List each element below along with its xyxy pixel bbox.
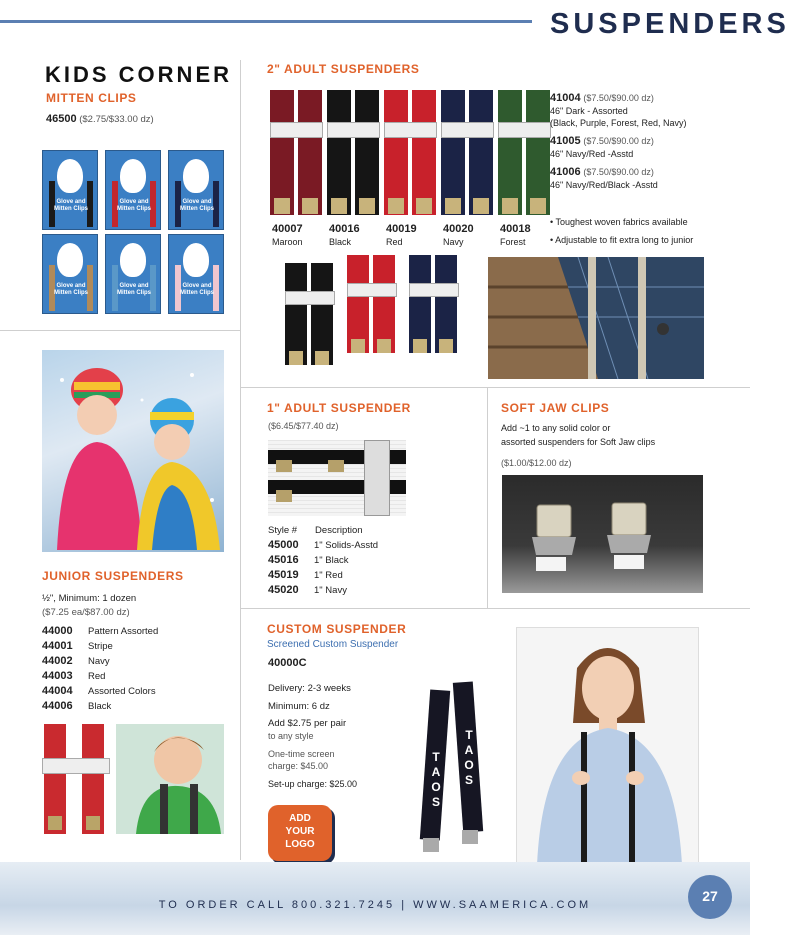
swatch-strap [298,90,322,215]
swatch-strap [498,90,522,215]
custom-subheading: Screened Custom Suspender [267,639,399,650]
trio-strap [285,263,307,365]
swatch-strap [355,90,379,215]
swatch-name: Forest [500,237,526,247]
list-item [42,624,232,639]
snowman-icon [183,159,209,193]
item-code: 44000 [42,625,73,637]
bullet-text: Adjustable to fit extra long to junior [555,235,694,245]
woman-photo [516,627,699,864]
suspender-swatch [441,90,494,215]
swatch-item [270,90,325,250]
suspender-swatch [327,90,380,215]
offer-desc: 46" Navy/Red/Black -Asstd [550,180,658,190]
header-rule [0,20,532,23]
swatch-clip [359,198,375,214]
trio-clip [289,351,303,365]
swatch-code: 40020 [443,223,474,235]
swatch-tag [498,122,551,138]
swatch-item [384,90,439,250]
item-desc: Assorted Colors [88,686,156,697]
divider [240,387,750,388]
item-code: 45019 [268,569,299,581]
mitten-card-label: Glove and Mitten Clips [117,199,151,212]
item-code: 45016 [268,554,299,566]
adult2-offers [550,92,750,197]
offer [550,135,750,160]
item-code: 44002 [42,655,73,667]
offer-price: ($7.50/$90.00 dz) [583,136,654,146]
swatch-strap [412,90,436,215]
list-item [268,568,468,583]
swatch-clip [416,198,432,214]
page-title: SUSPENDERS [550,8,790,40]
divider [240,60,241,860]
adult1-tag [364,440,390,516]
item-desc: Navy [88,656,110,667]
mitten-heading: MITTEN CLIPS [46,91,137,105]
mitten-card [105,234,161,314]
swatch-strap [526,90,550,215]
offer-code: 41004 [550,92,581,104]
item-code: 45020 [268,584,299,596]
trio-suspender [285,263,335,365]
item-desc: 1" Solids-Asstd [314,540,379,551]
mitten-card [105,150,161,230]
adult1-clip [276,460,292,472]
offer-code: 41005 [550,135,581,147]
swatch-item [327,90,382,250]
bullet-icon: • [550,235,556,245]
snowman-icon [183,243,209,277]
list-item [42,684,232,699]
swatch-clip [502,198,518,214]
swatch-tag [441,122,494,138]
mitten-clip-cards [42,150,224,316]
swatch-clip [331,198,347,214]
junior-price: ($7.25 ea/$87.00 dz) [42,607,130,618]
item-code: 44004 [42,685,73,697]
item-desc: 1" Black [314,555,349,566]
swatch-name: Navy [443,237,464,247]
custom-clip [423,838,439,852]
adult1-suspender-photo [268,440,406,516]
trio-suspender [347,255,397,353]
swatch-strap [270,90,294,215]
mitten-card-label: Glove and Mitten Clips [180,199,214,212]
list-item [42,639,232,654]
swatch-code: 40007 [272,223,303,235]
swatch-clip [473,198,489,214]
trio-strap [311,263,333,365]
offer-desc: 46" Dark - Assorted [550,106,628,116]
trio-clip [315,351,329,365]
custom-strap-text: TAOS [464,728,474,787]
list-item [268,583,468,598]
divider [0,330,240,331]
offer-price: ($7.50/$90.00 dz) [583,167,654,177]
offer [550,166,750,191]
junior-clip [48,816,62,830]
item-code: 44001 [42,640,73,652]
list-item [42,669,232,684]
mitten-card [168,150,224,230]
mitten-offer [46,113,154,125]
snowman-icon [120,159,146,193]
swatch-tag [270,122,323,138]
adult2-trio-photo [285,255,465,367]
snowman-icon [57,159,83,193]
order-line: TO ORDER CALL 800.321.7245 | WWW.SAAMERICA.COM [158,899,592,911]
item-desc: 1" Navy [314,585,347,596]
swatch-tag [384,122,437,138]
junior-spec: ½", Minimum: 1 dozen [42,593,137,604]
badge-line: ADD [289,813,311,824]
custom-delivery: Delivery: 2-3 weeks [268,683,351,694]
swatch-code: 40018 [500,223,531,235]
divider [487,388,488,608]
bullet-item [550,213,750,231]
swatch-name: Red [386,237,403,247]
page-number: 27 [702,888,718,904]
swatch-strap [441,90,465,215]
softjaw-clips-photo [502,475,703,593]
item-desc: Red [88,671,106,682]
swatch-clip [445,198,461,214]
swatch-item [441,90,496,250]
custom-code: 40000C [268,657,307,669]
adult1-heading: 1" ADULT SUSPENDER [267,401,411,415]
item-desc: 1" Red [314,570,343,581]
bullet-item [550,231,750,249]
adult2-swatch-row [270,90,545,250]
custom-addon-note: to any style [268,731,314,741]
item-code: 45000 [268,539,299,551]
offer-code: 41006 [550,166,581,178]
junior-clip [86,816,100,830]
offer-desc: 46" Navy/Red -Asstd [550,149,634,159]
mitten-price: ($2.75/$33.00 dz) [79,114,154,125]
trio-clip [439,339,453,353]
trio-tag [285,291,335,305]
mitten-card-label: Glove and Mitten Clips [180,283,214,296]
list-item [42,699,232,714]
trio-suspender [409,255,459,353]
adult1-table-header [268,525,363,536]
item-code: 44006 [42,700,73,712]
swatch-tag [327,122,380,138]
swatch-code: 40016 [329,223,360,235]
custom-screen-2: charge: $45.00 [268,761,329,771]
item-desc: Stripe [88,641,113,652]
boy-photo [116,724,224,834]
adult1-col-desc: Description [315,525,363,536]
swatch-name: Black [329,237,352,247]
add-logo-badge [268,805,332,861]
trio-tag [409,283,459,297]
suspender-swatch [270,90,323,215]
swatch-clip [302,198,318,214]
junior-heading: JUNIOR SUSPENDERS [42,569,184,583]
junior-tag [42,758,110,774]
swatch-strap [469,90,493,215]
item-desc: Pattern Assorted [88,626,159,637]
adult1-list [268,538,468,598]
custom-strap-text: TAOS [431,750,441,809]
swatch-strap [384,90,408,215]
swatch-strap [327,90,351,215]
softjaw-desc-1: Add ~1 to any solid color or [501,423,611,433]
trio-tag [347,283,397,297]
swatch-item [498,90,556,250]
swatch-code: 40019 [386,223,417,235]
custom-clip [462,830,478,844]
custom-setup: Set-up charge: $25.00 [268,779,358,789]
custom-screen-1: One-time screen [268,749,335,759]
custom-heading: CUSTOM SUSPENDER [267,622,407,636]
softjaw-desc-2: assorted suspenders for Soft Jaw clips [501,437,656,447]
adult2-heading: 2" ADULT SUSPENDERS [267,62,420,76]
mitten-card [42,234,98,314]
custom-minimum: Minimum: 6 dz [268,701,330,712]
suspender-swatch [384,90,437,215]
badge-line: YOUR [285,826,315,837]
adult2-bullets [550,213,750,249]
item-code: 44003 [42,670,73,682]
list-item [268,538,468,553]
trio-clip [377,339,391,353]
adult1-price: ($6.45/$77.40 dz) [268,421,339,431]
kids-corner-title: KIDS CORNER [45,62,233,87]
offer-desc: (Black, Purple, Forest, Red, Navy) [550,118,687,128]
mitten-card-label: Glove and Mitten Clips [117,283,151,296]
trio-clip [351,339,365,353]
adult1-clip [328,460,344,472]
list-item [268,553,468,568]
adult1-clip [276,490,292,502]
swatch-clip [388,198,404,214]
junior-list [42,624,232,714]
badge-line: LOGO [285,839,315,850]
adult1-col-style: Style # [268,525,298,536]
custom-suspender-photo [410,680,490,860]
mitten-card-label: Glove and Mitten Clips [54,199,88,212]
mitten-card [42,150,98,230]
swatch-clip [274,198,290,214]
offer-line [550,166,750,179]
custom-addon: Add $2.75 per pair [268,718,347,729]
offer-price: ($7.50/$90.00 dz) [583,93,654,103]
bullet-icon: • [550,217,556,227]
bullet-text: Toughest woven fabrics available [555,217,688,227]
mitten-card [168,234,224,314]
offer-line [550,92,750,105]
kids-snow-photo [42,350,224,552]
softjaw-heading: SOFT JAW CLIPS [501,401,610,415]
snowman-icon [57,243,83,277]
swatch-clip [530,198,546,214]
swatch-name: Maroon [272,237,303,247]
trio-clip [413,339,427,353]
item-desc: Black [88,701,112,712]
mitten-card-label: Glove and Mitten Clips [54,283,88,296]
offer-line [550,135,750,148]
mitten-code: 46500 [46,113,77,125]
suspender-swatch [498,90,551,215]
list-item [42,654,232,669]
offer [550,92,750,129]
man-on-crate-photo [488,257,704,379]
junior-suspender-photo [42,724,110,834]
divider [240,608,750,609]
snowman-icon [120,243,146,277]
softjaw-price: ($1.00/$12.00 dz) [501,458,572,468]
